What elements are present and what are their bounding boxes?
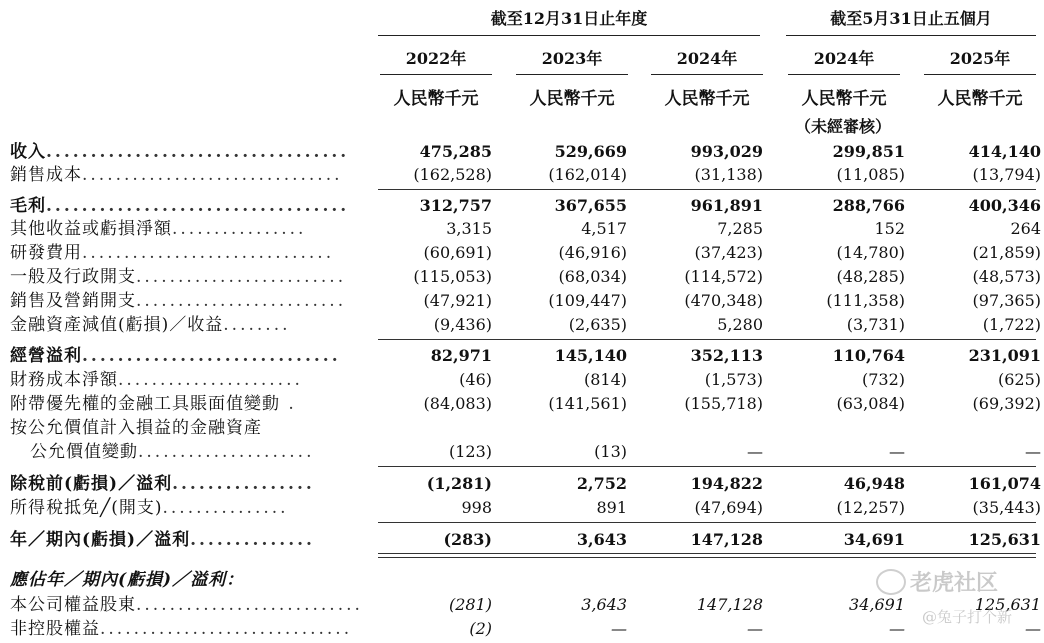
value-cell: 125,631 — [968, 530, 1041, 549]
table-row — [0, 163, 1044, 187]
row-label: 所得稅抵免╱(開支)............... — [10, 498, 289, 518]
value-cell: 3,315 — [446, 219, 492, 238]
table-row — [0, 440, 1044, 464]
value-cell: 82,971 — [430, 346, 492, 365]
value-cell: (732) — [861, 370, 905, 389]
unit-header-5: 人民幣千元 — [937, 89, 1023, 109]
year-rule-4 — [788, 74, 900, 75]
row-label: 銷售及營銷開支......................... — [10, 291, 347, 311]
table-row — [0, 313, 1044, 337]
row-label: 公允價值變動..................... — [30, 442, 315, 462]
header-group-year-end-rule — [378, 35, 760, 36]
value-cell: 312,757 — [419, 196, 492, 215]
value-cell: 998 — [461, 498, 492, 517]
value-cell: (12,257) — [836, 498, 905, 517]
row-label: 經營溢利............................. — [10, 346, 341, 366]
value-cell: (21,859) — [972, 243, 1041, 262]
value-cell: (109,447) — [548, 291, 627, 310]
row-label: 除稅前(虧損)／溢利................ — [10, 474, 315, 494]
value-cell: 125,631 — [974, 595, 1041, 614]
row-label: 應佔年／期內(虧損)／溢利： — [10, 570, 245, 590]
value-cell: (48,285) — [836, 267, 905, 286]
table-row — [0, 241, 1044, 265]
value-cell: 231,091 — [968, 346, 1041, 365]
table-row — [0, 593, 1044, 617]
year-rule-5 — [924, 74, 1036, 75]
value-cell: 891 — [596, 498, 627, 517]
table-row — [0, 617, 1044, 641]
unit-header-4: 人民幣千元 — [801, 89, 887, 109]
table-row — [0, 289, 1044, 313]
table-row — [0, 392, 1044, 416]
value-cell: (625) — [997, 370, 1041, 389]
year-rule-1 — [380, 74, 492, 75]
watermark-site: 老虎社区 — [910, 570, 999, 596]
value-cell: 34,691 — [849, 595, 905, 614]
value-cell: 110,764 — [832, 346, 905, 365]
value-cell: — — [1025, 442, 1041, 461]
table-row — [0, 416, 1044, 440]
value-cell: (37,423) — [694, 243, 763, 262]
header-group-year-end: 截至12月31日止年度 — [490, 9, 648, 28]
value-cell: (11,085) — [836, 165, 905, 184]
year-rule-2 — [516, 74, 628, 75]
value-cell: — — [747, 619, 763, 638]
row-label: 收入.................................. — [10, 142, 350, 162]
table-row — [0, 496, 1044, 520]
value-cell: — — [889, 619, 905, 638]
value-cell: (13) — [594, 442, 627, 461]
value-cell: (46) — [459, 370, 492, 389]
row-label: 財務成本淨額...................... — [10, 370, 303, 390]
value-cell: 194,822 — [690, 474, 763, 493]
value-cell: 3,643 — [581, 595, 627, 614]
value-cell: (283) — [443, 530, 492, 549]
value-cell: (1,722) — [982, 315, 1041, 334]
row-label: 金融資產減值(虧損)／收益........ — [10, 315, 291, 335]
row-label: 按公允價值計入損益的金融資產 — [10, 418, 262, 438]
subtotal-rule — [378, 522, 1036, 523]
row-label: 毛利.................................. — [10, 196, 350, 216]
year-header-3: 2024年 — [676, 49, 738, 68]
value-cell: 46,948 — [843, 474, 905, 493]
value-cell: 3,643 — [576, 530, 627, 549]
table-row — [0, 194, 1044, 218]
value-cell: (814) — [583, 370, 627, 389]
value-cell: (68,034) — [558, 267, 627, 286]
value-cell: — — [1025, 619, 1041, 638]
value-cell: (69,392) — [972, 394, 1041, 413]
value-cell: (46,916) — [558, 243, 627, 262]
subtotal-rule — [378, 339, 1036, 340]
table-row — [0, 217, 1044, 241]
row-label: 本公司權益股東........................... — [10, 595, 363, 615]
unit-header-3: 人民幣千元 — [664, 89, 750, 109]
value-cell: 4,517 — [581, 219, 627, 238]
value-cell: 400,346 — [968, 196, 1041, 215]
row-label: 其他收益或虧損淨額................ — [10, 219, 307, 239]
value-cell: (60,691) — [423, 243, 492, 262]
value-cell: (1,281) — [426, 474, 492, 493]
value-cell: (63,084) — [836, 394, 905, 413]
unit-header-2: 人民幣千元 — [529, 89, 615, 109]
row-label: 研發費用.............................. — [10, 243, 335, 263]
value-cell: (9,436) — [433, 315, 492, 334]
value-cell: 152 — [874, 219, 905, 238]
value-cell: 7,285 — [717, 219, 763, 238]
value-cell: (35,443) — [972, 498, 1041, 517]
header-group-five-months: 截至5月31日止五個月 — [830, 9, 992, 28]
value-cell: 147,128 — [696, 595, 763, 614]
value-cell: (47,694) — [694, 498, 763, 517]
value-cell: (111,358) — [826, 291, 905, 310]
value-cell: (155,718) — [684, 394, 763, 413]
table-row — [0, 368, 1044, 392]
year-header-1: 2022年 — [405, 49, 467, 68]
row-label: 一般及行政開支......................... — [10, 267, 347, 287]
unaudited-note: （未經審核） — [794, 117, 891, 136]
header-group-five-months-rule — [786, 35, 1036, 36]
table-row — [0, 344, 1044, 368]
tiger-logo-icon — [876, 569, 906, 595]
value-cell: 529,669 — [554, 142, 627, 161]
total-double-rule — [378, 553, 1036, 558]
value-cell: (2) — [469, 619, 492, 638]
value-cell: 288,766 — [832, 196, 905, 215]
value-cell: (31,138) — [694, 165, 763, 184]
year-header-5: 2025年 — [949, 49, 1011, 68]
value-cell: 264 — [1010, 219, 1041, 238]
value-cell: (162,528) — [413, 165, 492, 184]
value-cell: 2,752 — [576, 474, 627, 493]
value-cell: (84,083) — [423, 394, 492, 413]
value-cell: (114,572) — [684, 267, 763, 286]
table-row — [0, 265, 1044, 289]
value-cell: (97,365) — [972, 291, 1041, 310]
value-cell: 145,140 — [554, 346, 627, 365]
value-cell: (123) — [448, 442, 492, 461]
value-cell: (162,014) — [548, 165, 627, 184]
value-cell: (141,561) — [548, 394, 627, 413]
value-cell: 414,140 — [968, 142, 1041, 161]
value-cell: (2,635) — [568, 315, 627, 334]
value-cell: 475,285 — [419, 142, 492, 161]
subtotal-rule — [378, 189, 1036, 190]
watermark-user: @兔子打个新 — [922, 608, 1013, 626]
value-cell: (14,780) — [836, 243, 905, 262]
value-cell: — — [747, 442, 763, 461]
row-label: 年／期內(虧損)／溢利.............. — [10, 530, 315, 550]
value-cell: 34,691 — [843, 530, 905, 549]
value-cell: 299,851 — [832, 142, 905, 161]
unit-header-1: 人民幣千元 — [393, 89, 479, 109]
row-label: 附帶優先權的金融工具賬面值變動 . — [10, 394, 297, 414]
table-row — [0, 528, 1044, 552]
value-cell: 961,891 — [690, 196, 763, 215]
value-cell: (470,348) — [684, 291, 763, 310]
year-header-2: 2023年 — [541, 49, 603, 68]
value-cell: — — [611, 619, 627, 638]
value-cell: 5,280 — [717, 315, 763, 334]
value-cell: (281) — [448, 595, 492, 614]
value-cell: (115,053) — [413, 267, 492, 286]
value-cell: (47,921) — [423, 291, 492, 310]
row-label: 非控股權益.............................. — [10, 619, 353, 639]
row-label: 銷售成本............................... — [10, 165, 343, 185]
year-header-4: 2024年 — [813, 49, 875, 68]
value-cell: 352,113 — [690, 346, 763, 365]
value-cell: (3,731) — [846, 315, 905, 334]
subtotal-rule — [378, 466, 1036, 467]
value-cell: — — [889, 442, 905, 461]
value-cell: 161,074 — [968, 474, 1041, 493]
value-cell: (13,794) — [972, 165, 1041, 184]
value-cell: (1,573) — [704, 370, 763, 389]
year-rule-3 — [651, 74, 763, 75]
table-row — [0, 140, 1044, 164]
value-cell: 993,029 — [690, 142, 763, 161]
value-cell: 147,128 — [690, 530, 763, 549]
value-cell: 367,655 — [554, 196, 627, 215]
table-row — [0, 472, 1044, 496]
value-cell: (48,573) — [972, 267, 1041, 286]
